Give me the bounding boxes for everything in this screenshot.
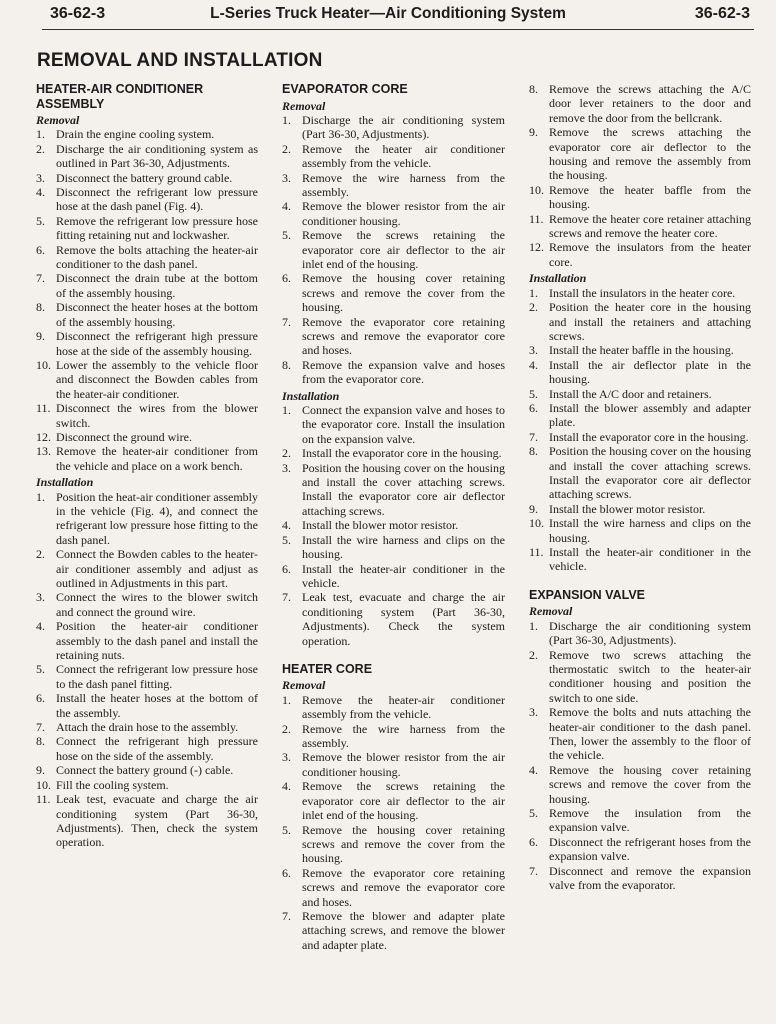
step-item [36,214,258,243]
step-text: Remove the blower resistor from the air conditioner housing. [302,750,505,779]
step-text: Remove the heater baffle from the housing. [549,182,751,212]
step-text: Disconnect the wires from the blower switch. [56,401,258,430]
step-number: 6. [529,834,538,849]
subsection-label: Removal [282,678,326,693]
step-number: 4. [36,185,45,200]
page-header [0,0,776,32]
step-item [529,240,751,269]
step-number: 11. [529,211,544,226]
step-item [529,387,751,401]
step-item [36,329,258,358]
step-text: Leak test, evacuate and charge the air conditioning system (Part 36-30, Adjustments). Then, check the system operation. [56,792,258,850]
step-item [529,545,751,574]
step-item [36,792,258,850]
subsection-label: Installation [282,388,340,403]
step-number: 2. [36,141,45,156]
step-item [282,750,505,779]
step-number: 4. [282,779,291,794]
step-text: Install the heater hoses at the bottom of the assembly. [56,691,258,720]
step-list [36,127,258,473]
step-number: 7. [282,590,291,605]
step-number: 8. [36,300,45,315]
step-item [36,490,258,548]
step-item [529,212,751,241]
step-text: Install the wire harness and clips on the housing. [549,516,751,545]
step-text: Position the heater-air conditioner assembly to the dash panel and install the retaining nuts. [56,619,258,663]
step-number: 5. [282,822,291,837]
step-item [529,183,751,212]
subsection-label: Installation [529,271,587,286]
step-text: Disconnect the battery ground cable. [56,170,233,185]
step-text: Disconnect the refrigerant high pressure hose at the side of the assembly housing. [56,329,258,358]
step-list [529,82,751,269]
page-number-left: 36-62-3 [50,5,106,22]
step-item [529,82,751,125]
step-item [36,358,258,401]
step-number: 8. [36,734,45,749]
step-number: 10. [529,516,544,531]
step-item [282,693,505,722]
step-item [282,446,505,460]
step-item [282,518,505,532]
step-text: Leak test, evacuate and charge the air conditioning system (Part 36-30, Adjustments). Check the system operation. [302,590,505,648]
running-title: L-Series Truck Heater—Air Conditioning System [210,5,566,22]
step-item [36,185,258,214]
step-number: 2. [282,446,291,461]
step-list [36,490,258,850]
step-item [282,113,505,142]
step-text: Connect the expansion valve and hoses to the evaporator core. Install the insulation on the expansion valve. [302,403,505,446]
step-number: 5. [529,806,538,820]
step-number: 5. [282,532,291,547]
step-number: 7. [36,271,45,286]
step-item [282,562,505,591]
step-number: 6. [282,271,291,286]
step-number: 9. [529,125,538,140]
step-number: 1. [282,112,291,127]
step-item [529,806,751,835]
step-text: Connect the battery ground (-) cable. [56,763,234,778]
step-text: Fill the cooling system. [56,777,169,792]
step-text: Install the wire harness and clips on the housing. [302,532,505,562]
step-text: Drain the engine cooling system. [56,127,215,142]
step-number: 5. [36,662,45,677]
step-text: Disconnect the refrigerant hoses from the expansion valve. [549,834,751,864]
step-item [529,648,751,706]
step-number: 7. [282,314,291,329]
step-item [529,300,751,343]
step-text: Install the insulators in the heater core. [549,285,736,300]
step-text: Remove the blower resistor from the air conditioner housing. [302,199,505,228]
step-text: Remove the heater core retainer attaching screws and remove the heater core. [549,211,751,241]
step-item [36,691,258,720]
step-text: Remove the heater air conditioner assembly from the vehicle. [302,141,505,171]
step-item [529,763,751,806]
step-text: Remove the screws retaining the evaporator core air deflector to the air inlet end of the housing. [302,779,505,823]
main-title: REMOVAL AND INSTALLATION [37,50,323,71]
step-text: Connect the refrigerant high pressure hose on the side of the assembly. [56,734,258,763]
step-text: Attach the drain hose to the assembly. [56,720,239,735]
step-text: Discharge the air conditioning system as outlined in Part 36-30, Adjustments. [56,141,258,171]
step-item [282,171,505,200]
step-text: Position the heater core in the housing and install the retainers and attaching screws. [549,300,751,343]
step-number: 5. [282,228,291,243]
section-title: EXPANSION VALVE [529,587,645,602]
step-number: 1. [282,692,291,707]
step-item [529,619,751,648]
step-number: 3. [529,343,538,358]
step-item [282,403,505,446]
step-item [36,142,258,171]
step-item [529,343,751,357]
step-list [529,619,751,893]
step-item [529,502,751,516]
step-item [282,866,505,909]
step-text: Install the heater baffle in the housing. [549,343,734,358]
step-number: 11. [529,545,544,559]
step-item [282,533,505,562]
step-item [529,430,751,444]
step-item [36,243,258,272]
step-text: Remove the housing cover retaining screws and remove the cover from the housing. [302,822,505,866]
step-text: Remove the wire harness from the assembly. [302,170,505,199]
step-text: Remove the screws attaching the evaporator core air deflector to the housing and remove the assembly from the housing. [549,125,751,183]
step-item [36,444,258,473]
page-number-right: 36-62-3 [694,5,750,22]
step-number: 4. [36,619,45,634]
step-number: 6. [529,400,538,415]
step-number: 3. [282,170,291,185]
step-number: 2. [282,141,291,156]
step-text: Discharge the air conditioning system (Part 36-30, Adjustments). [302,112,505,142]
step-item [36,127,258,141]
step-item [529,516,751,545]
section-title: EVAPORATOR CORE [282,82,408,96]
subsection-label: Installation [36,475,94,490]
step-number: 5. [36,213,45,228]
step-number: 7. [529,429,538,444]
step-text: Position the housing cover on the housing and install the cover attaching screws. Install the evaporator core air deflector attaching screws. [549,444,751,502]
step-number: 4. [282,199,291,214]
step-item [282,199,505,228]
step-item [529,705,751,763]
subsection-label: Removal [529,604,573,619]
step-item [36,778,258,792]
step-text: Remove the blower and adapter plate attaching screws, and remove the blower and adapter plate. [302,908,505,952]
step-item [36,401,258,430]
column-2 [282,82,505,952]
step-number: 7. [282,908,291,923]
step-number: 2. [282,721,291,736]
step-item [282,358,505,387]
step-text: Remove the insulators from the heater core. [549,240,751,269]
step-text: Install the air deflector plate in the housing. [549,357,751,387]
step-text: Install the A/C door and retainers. [549,386,712,401]
subsection-label: Removal [36,113,80,127]
step-text: Remove the insulation from the expansion valve. [549,806,751,835]
step-text: Disconnect the refrigerant low pressure hose at the dash panel (Fig. 4). [56,185,258,214]
step-item [529,125,751,183]
step-number: 4. [529,762,538,777]
header-rule [42,29,754,30]
step-text: Lower the assembly to the vehicle floor and disconnect the Bowden cables from the heater-air conditioner. [56,357,258,401]
step-number: 13. [36,444,51,459]
step-item [282,315,505,358]
step-number: 3. [282,460,291,475]
step-text: Remove the expansion valve and hoses from the evaporator core. [302,357,505,387]
step-item [529,835,751,864]
step-text: Remove two screws attaching the thermostatic switch to the heater-air conditioner housing and position the switch to one side. [549,647,751,705]
step-item [529,358,751,387]
step-item [36,619,258,662]
step-number: 7. [529,863,538,878]
step-number: 1. [36,489,45,504]
step-item [529,286,751,300]
step-number: 3. [529,705,538,720]
step-text: Install the evaporator core in the housing. [302,446,502,461]
column-1 [36,82,258,850]
step-number: 2. [529,647,538,662]
column-3 [529,82,751,892]
step-number: 8. [282,357,291,372]
step-text: Remove the heater-air conditioner assembly from the vehicle. [302,692,505,722]
step-number: 2. [529,300,538,315]
section-title: HEATER CORE [282,661,373,676]
step-number: 3. [36,170,45,185]
step-number: 8. [529,444,538,459]
step-text: Remove the housing cover retaining screws and remove the cover from the housing. [549,762,751,806]
step-list [282,693,505,952]
step-item [282,823,505,866]
step-item [36,763,258,777]
step-text: Remove the bolts and nuts attaching the heater-air conditioner to the dash panel. Then, lower the assembly to the floor of the vehicle. [549,705,751,763]
step-number: 4. [282,518,291,533]
step-list [529,286,751,574]
step-number: 10. [529,182,544,197]
step-number: 3. [282,750,291,765]
step-text: Remove the screws attaching the A/C door lever retainers to the door and remove the door from the bellcrank. [549,82,751,125]
step-number: 2. [36,547,45,562]
step-number: 1. [529,618,538,633]
step-text: Install the blower motor resistor. [549,501,706,516]
step-list [282,113,505,387]
step-number: 12. [36,429,51,444]
step-text: Position the heat-air conditioner assembly in the vehicle (Fig. 4), and connect the refrigerant low pressure hose fitting to the dash panel. [56,489,258,547]
step-number: 1. [36,127,45,142]
step-item [36,662,258,691]
step-text: Connect the wires to the blower switch and connect the ground wire. [56,590,258,619]
step-number: 10. [36,357,51,372]
step-number: 9. [36,763,45,778]
step-text: Install the heater-air conditioner in the vehicle. [302,561,505,590]
step-text: Remove the housing cover retaining screws and remove the cover from the housing. [302,271,505,315]
step-text: Connect the refrigerant low pressure hose to the dash panel fitting. [56,662,258,691]
step-text: Position the housing cover on the housing and install the cover attaching screws. Install the evaporator core air deflector attaching screws. [302,460,505,518]
step-text: Install the heater-air conditioner in the vehicle. [549,545,751,574]
step-list [282,403,505,648]
step-number: 9. [36,329,45,344]
step-item [282,271,505,314]
step-number: 6. [282,561,291,576]
step-item [36,720,258,734]
step-item [36,547,258,590]
step-text: Remove the refrigerant low pressure hose fitting retaining nut and lockwasher. [56,213,258,243]
step-item [282,909,505,952]
step-number: 6. [36,242,45,257]
step-number: 5. [529,386,538,401]
step-number: 12. [529,240,544,255]
step-number: 9. [529,501,538,516]
step-item [36,300,258,329]
step-item [529,864,751,893]
subsection-label: Removal [282,98,326,113]
step-text: Disconnect the ground wire. [56,429,192,444]
step-item [282,228,505,271]
step-item [36,590,258,619]
step-text: Disconnect the heater hoses at the bottom of the assembly housing. [56,300,258,329]
step-number: 1. [529,285,538,300]
step-item [529,444,751,502]
step-item [282,722,505,751]
step-number: 7. [36,720,45,735]
step-text: Remove the wire harness from the assembly. [302,721,505,751]
step-item [36,430,258,444]
step-text: Install the blower assembly and adapter plate. [549,400,751,430]
step-text: Remove the evaporator core retaining screws and remove the evaporator core and hoses. [302,314,505,358]
step-text: Discharge the air conditioning system (Part 36-30, Adjustments). [549,618,751,648]
step-item [282,779,505,822]
step-item [282,461,505,519]
step-text: Remove the heater-air conditioner from the vehicle and place on a work bench. [56,444,258,473]
step-text: Connect the Bowden cables to the heater-air conditioner assembly and adjust as outlined in Adjustments in this part. [56,547,258,590]
step-number: 11. [36,401,51,416]
step-number: 3. [36,590,45,605]
step-number: 10. [36,777,51,792]
step-item [36,171,258,185]
section-title: HEATER-AIR CONDITIONER ASSEMBLY [36,82,204,111]
step-item [36,271,258,300]
step-number: 6. [282,865,291,880]
step-number: 4. [529,357,538,372]
step-text: Disconnect and remove the expansion valve from the evaporator. [549,863,751,893]
step-text: Disconnect the drain tube at the bottom of the assembly housing. [56,271,258,300]
step-text: Remove the evaporator core retaining screws and remove the evaporator core and hoses. [302,865,505,909]
step-number: 6. [36,691,45,706]
step-item [36,734,258,763]
step-text: Install the evaporator core in the housing. [549,429,749,444]
step-item [282,142,505,171]
step-text: Install the blower motor resistor. [302,518,459,533]
step-number: 11. [36,792,51,807]
step-text: Remove the bolts attaching the heater-air conditioner to the dash panel. [56,242,258,272]
step-number: 8. [529,82,538,96]
step-number: 1. [282,403,291,418]
step-item [282,590,505,648]
step-item [529,401,751,430]
step-text: Remove the screws retaining the evaporator core air deflector to the air inlet end of the housing. [302,228,505,271]
